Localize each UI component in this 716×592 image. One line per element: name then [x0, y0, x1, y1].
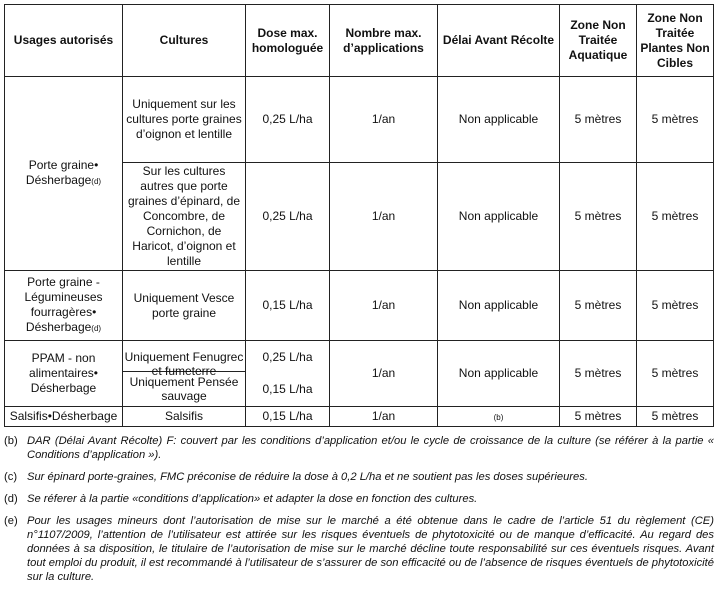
culture-subcell: Uniquement Pensée sauvage	[129, 374, 239, 403]
dose-subcell: 0,25 L/ha	[262, 349, 313, 364]
dose-cell: 0,15 L/ha	[246, 271, 330, 341]
znt-aquatique-cell: 5 mètres	[560, 77, 637, 163]
applications-cell: 1/an	[330, 341, 438, 407]
usage-text: Porte graine - Légumineuses fourragères• Désherbage	[24, 275, 103, 334]
znt-plantes-cell: 5 mètres	[637, 271, 714, 341]
usage-cell: PPAM - non alimentaires• Désherbage	[5, 341, 123, 407]
applications-cell: 1/an	[330, 163, 438, 271]
applications-cell: 1/an	[330, 271, 438, 341]
dose-cell: 0,25 L/ha	[246, 163, 330, 271]
dar-cell: Non applicable	[438, 341, 560, 407]
footnote-text: Pour les usages mineurs dont l’autorisation de mise sur le marché a été obtenue dans le cadre de l’article 51 du règlement (CE) n°1107/2009, l’attention de l’utilisateur est attirée sur les risques éventuels de phytotoxicité ou de manque d’efficacité. Au regard des données à sa disposition, le titulaire de l’autorisation de mise sur le marché décline toute responsabilité sur ces éventuels risques. Avant tout emploi du produit, il est recommandé à l’utilisateur de s’assurer de son efficacité ou de l’absence de risques éventuels de phytotoxicité sur la culture.	[27, 515, 714, 583]
footnotes	[4, 434, 714, 592]
znt-plantes-cell: 5 mètres	[637, 77, 714, 163]
footnote-ref: (d)	[91, 177, 102, 186]
footnote	[4, 470, 714, 484]
header-row	[5, 5, 714, 77]
footnote-ref: (b)	[493, 412, 504, 422]
footnote-mark: (e)	[4, 515, 18, 527]
table-row	[5, 77, 714, 163]
header-applications: Nombre max. d’applications	[330, 5, 438, 77]
applications-cell: 1/an	[330, 77, 438, 163]
footnote-text: Sur épinard porte-graines, FMC préconise de réduire la dose à 0,2 L/ha et ne soutient pas les doses supérieures.	[27, 471, 588, 483]
culture-cell	[123, 341, 246, 407]
usage-cell	[5, 77, 123, 271]
culture-cell: Salsifis	[123, 407, 246, 427]
znt-aquatique-cell: 5 mètres	[560, 163, 637, 271]
header-dar: Délai Avant Récolte	[438, 5, 560, 77]
culture-cell: Uniquement Vesce porte graine	[123, 271, 246, 341]
header-znt-plantes: Zone Non Traitée Plantes Non Cibles	[637, 5, 714, 77]
usage-cell	[5, 271, 123, 341]
culture-subcell: Uniquement Fenugrec et fumeterre	[123, 345, 245, 372]
footnote-ref: (d)	[91, 324, 102, 333]
dose-cell	[246, 341, 330, 407]
table-row	[5, 271, 714, 341]
znt-aquatique-cell: 5 mètres	[560, 271, 637, 341]
culture-cell: Sur les cultures autres que porte graines d’épinard, de Concombre, de Cornichon, de Haricot, d’oignon et lentille	[123, 163, 246, 271]
culture-cell: Uniquement sur les cultures porte graines d’oignon et lentille	[123, 77, 246, 163]
dose-cell: 0,25 L/ha	[246, 77, 330, 163]
dar-cell: Non applicable	[438, 163, 560, 271]
znt-aquatique-cell: 5 mètres	[560, 341, 637, 407]
znt-plantes-cell: 5 mètres	[637, 163, 714, 271]
applications-cell: 1/an	[330, 407, 438, 427]
footnote-text: DAR (Délai Avant Récolte) F: couvert par les conditions d’application et/ou le cycle de croissance de la culture (se référer à la partie « Conditions d’application »).	[27, 435, 714, 461]
dar-cell	[438, 407, 560, 427]
footnote	[4, 492, 714, 506]
usage-text: Porte graine• Désherbage	[25, 158, 99, 187]
usage-table	[4, 4, 714, 427]
header-znt-aquatique: Zone Non Traitée Aquatique	[560, 5, 637, 77]
header-cultures: Cultures	[123, 5, 246, 77]
dar-cell: Non applicable	[438, 77, 560, 163]
header-usages: Usages autorisés	[5, 5, 123, 77]
znt-plantes-cell: 5 mètres	[637, 407, 714, 427]
table-row	[5, 407, 714, 427]
table-row	[5, 341, 714, 407]
dose-subcell: 0,15 L/ha	[262, 381, 313, 396]
usage-cell: Salsifis•Désherbage	[5, 407, 123, 427]
znt-aquatique-cell: 5 mètres	[560, 407, 637, 427]
znt-plantes-cell: 5 mètres	[637, 341, 714, 407]
footnote-mark: (d)	[4, 493, 18, 505]
footnote-text: Se réferer à la partie «conditions d’application» et adapter la dose en fonction des cultures.	[27, 493, 478, 505]
dose-cell: 0,15 L/ha	[246, 407, 330, 427]
footnote-mark: (c)	[4, 471, 18, 483]
footnote-mark: (b)	[4, 435, 18, 447]
header-dose: Dose max. homologuée	[246, 5, 330, 77]
footnote	[4, 514, 714, 584]
dar-cell: Non applicable	[438, 271, 560, 341]
footnote	[4, 434, 714, 462]
